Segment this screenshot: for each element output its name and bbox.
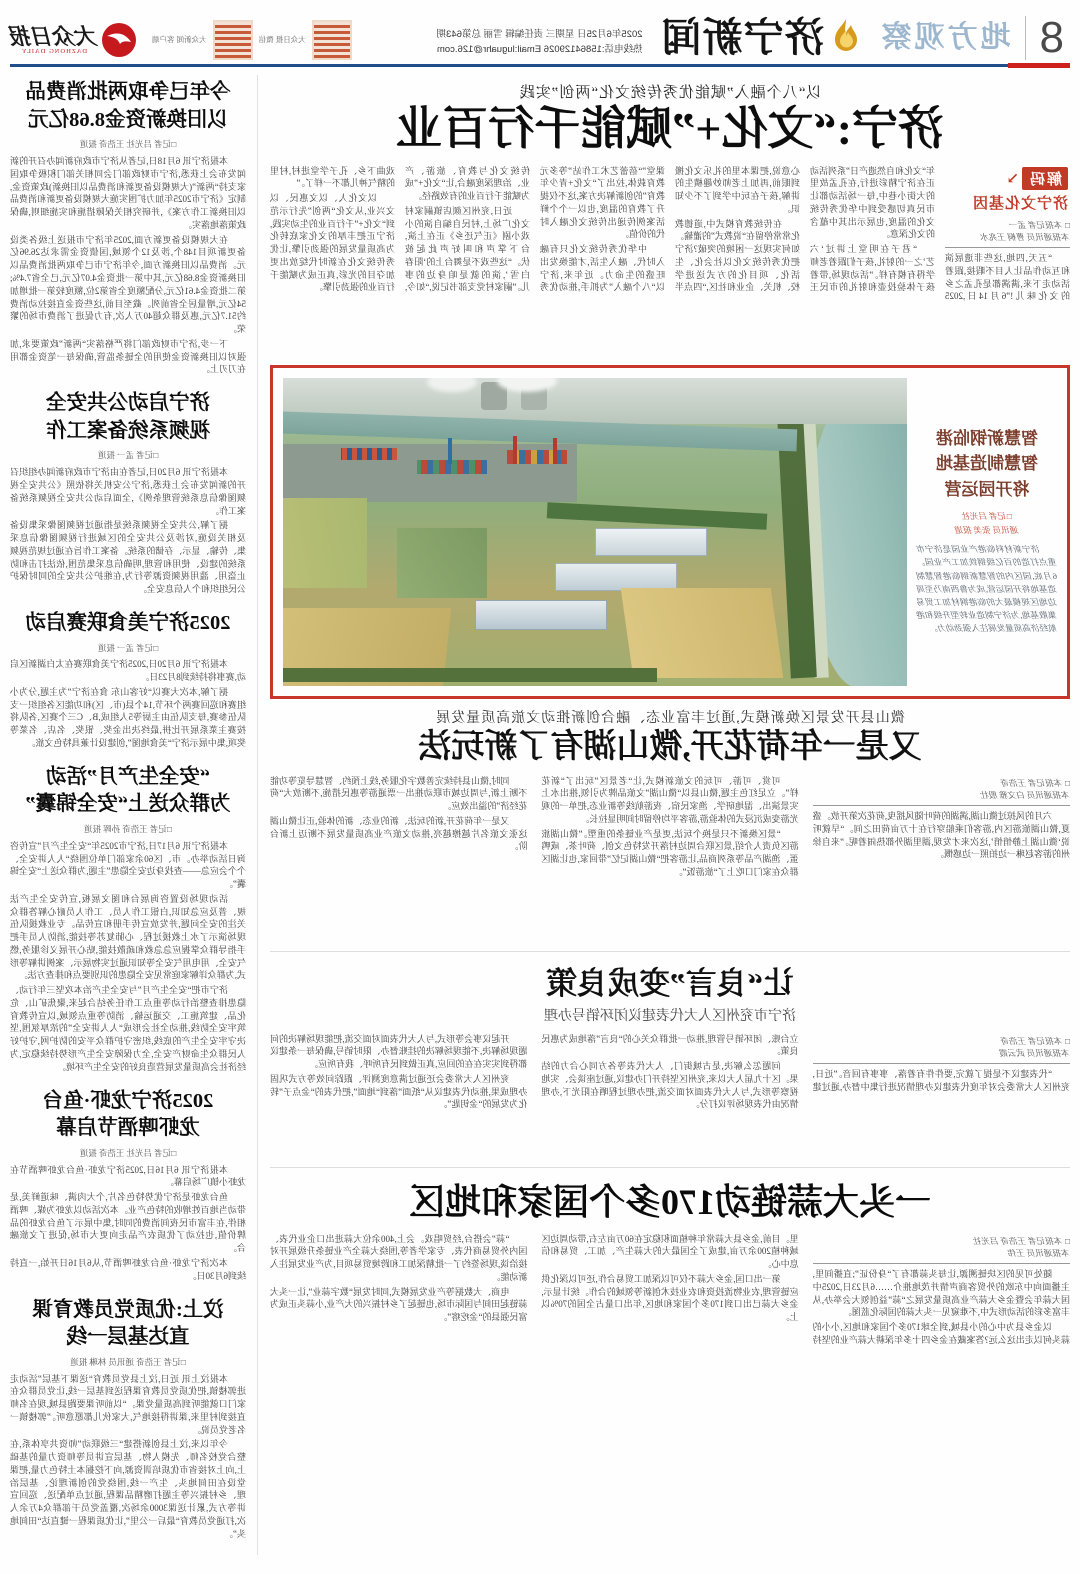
sidebar-paragraph: 本次济宁龙虾·鱼台龙虾啤酒节,从6月16日开始,一直持续到6月30日。 — [10, 1257, 246, 1281]
photo-containers — [417, 460, 487, 474]
date-line: 2025年6月25日 星期三 责任编辑 雪丽 总第643期 — [436, 28, 643, 40]
flame-logo-icon — [829, 18, 863, 58]
lotus-paragraph: 可赏、可游、可玩的文旅新模式,让“老景区”玩出了“新花样”。立足红色主题,微山县以“微山湖”文旅品牌为引领,推出水上实景演出、湿地研学、渔家民宿、夜游航线等新业态,把单一的观光游变成沉浸式的体验游,游客平均停留时间明显拉长。 — [541, 775, 799, 824]
sidebar-article-food-league — [10, 610, 246, 750]
sidebar-paragraph: 今年以来,汶上县创新搭建“三级联动”师资共享体系,在整合党校名师、先模人物、基层宣讲员等师资力量的基础上,向上对接省市优质培训资源,向下挖掘本土特色力量,把课堂设在田间地头、生产一线,围绕党的创新理论、基层治理、乡村振兴等主题打磨精品课程,通过点单配送、巡回宣讲等方式,累计送课3000余场次,覆盖党员干部群众4万余人次,打通党员教育“最后一公里”,让优质课程一键直达“田间地头”。 — [10, 1439, 246, 1539]
sidebar-paragraph: 本报济宁讯 6月20日,2025济宁美食联赛在太白湖新区启动,赛事将持续到8月23日。 — [10, 659, 246, 683]
paper-logo — [10, 23, 136, 57]
sidebar-paragraph: 鱼台龙虾是济宁优势特色名片,个大肉满、味道鲜美,是带动当地百姓增收的特色产业。本次活动以龙虾为媒、啤酒相伴,在丰富市民夜间消费的同时,集中展示了鱼台龙虾的品牌价值,也拉动了优质农产品走向更大市场,促进了文旅融合。 — [10, 1192, 246, 1254]
lotus-paragraph: 六月的风掠过微山湖,满湖的荷叶随风摇曳,荷花次第开放。盛夏,微山湖旅游区内,游客们乘船穿行在十万亩荷田之间。“早就听说‘微山湖上静悄悄’,这次来才发现,湖里湖外都热闹着呢。”来自徐州的游客赵琳一边拍照一边感慨。 — [812, 811, 1070, 860]
qr-label-wechat: 大众日报 微信 — [258, 35, 306, 45]
advice-subtitle: 济宁市兖州区人大代表建议闭环销号办理 — [544, 1008, 796, 1024]
page-header — [10, 8, 1070, 60]
garlic-body — [270, 1233, 1070, 1449]
lotus-kicker: 微山县开发景区焕新模式,通过丰富业态、融合创新推动文旅高质量发展 — [435, 710, 905, 726]
photo-crane — [448, 438, 452, 464]
contact-line: 热线电话:15864129026 Email:luguahr@126.com — [436, 43, 643, 55]
paper-logo-bird-icon — [102, 23, 136, 57]
header-rule — [10, 64, 1070, 67]
sidebar-paragraph: 下一步,济宁市财政部门将严格落实“两新”政策要求,加强对以旧换新资金使用的全链条监管,确保每一笔资金都用在刀刃上。 — [10, 338, 246, 375]
aerial-photo — [283, 378, 907, 686]
garlic-headline: 一头大蒜链动170多个国家和地区 — [409, 1181, 932, 1222]
garlic-paragraph: 随处可见的区块链溯源,让每头蒜都有了“身份证”;直播间里,主播面向中东欧的外贸客商声情并茂地推介……6月23日,2025中国大蒜年会暨金乡大蒜产业高质量发展之“蒜”益创领大会举办,从丰富多彩的活动形式中,不难窥见一头大蒜的国际化蓝图。 — [812, 1269, 1070, 1318]
lotus-paragraph: 同时,微山县持续完善数字化服务,线上预约、智慧导览等功能不断上新,与周边城市联动推出一票通游等惠民措施,不断放大“荷花经济”的溢出效应。 — [270, 775, 528, 812]
garlic-paragraph: “蒜”会搭台,经贸唱戏。会上,400余位大蒜进出口企业代表、国内外贸易商代表、专家学者等,围绕大蒜全产业链条升级展开对接洽谈,现场签约了一批精深加工和跨境贸易项目,为产业发展注入新动能。 — [270, 1233, 528, 1282]
decode-badge — [952, 167, 1068, 213]
photo-story-box — [270, 365, 1070, 699]
sidebar-paragraph: 在大规模设备更新方面,2025年济宁市报送上级各类设备更新项目148个,涉及12个领域,国债资金需求达26.96亿元。消费品以旧换新方面,今年济宁市已争取两批消费品以旧换新资金8.68亿元,其中第一批资金4.07亿元,已全省7.4%;第二批资金4.61亿元,分配额度全省第2位,额度较第一批增加54亿元,增量居全省前列。截至目前,这些资金直接拉动消费约51.7亿元,惠及群众超40万人次,有力促进了消费市场的繁荣。 — [10, 234, 246, 335]
garlic-paragraph: 电商、大数据等产业发展模式,同时发展“数字蒜业”,让一头大蒜链起田间与国际市场,也链起了乡村振兴的大产业,小蒜头正成为富民强县的“金疙瘩”。 — [270, 1286, 528, 1323]
garlic-paragraph: 以金乡县为中心的小县城,到全球170多个国家和地区,小小的蒜头何以走出这么远?答案藏在金乡四十多年深耕大蒜产业的坚持里。目前,金乡县大蒜常年种植面积稳定在60万亩左右,带动周边区域种植200余万亩,建成了全国最大的大蒜生产、加工、贸易和信息中心。 — [541, 1233, 1070, 1345]
sidebar-paragraph: 活动现场设置咨询展台和图文展板,宣传安全生产法规、普及应急知识,白银工作人员、工作人员耐心解答群众关注的安全问题,并发放宣传手册和宣传品。专业救援队伍现场演示了水上救援过程、心肺复苏等技能,消防人员手把手指导群众掌握应急急救和疏散技能,贴心开展义诊服务,燃气安全、用电用气安全等知识通过实物展示、案例讲解等形式,为群众详解家庭常见安全隐患的识别要点和排查方法。 — [10, 893, 246, 981]
paper-logo-name: 大众日报 — [10, 23, 99, 49]
sidebar-headline: 今年已争取两批消费品 以旧换新资金8.68亿元 — [25, 81, 231, 131]
photo-farmland — [621, 588, 784, 678]
badge-series-name: 济宁文化基因 — [971, 195, 1068, 212]
garlic-byline: □ 本报记者 王浩奇 吕光社 本报通讯员 王伟 — [813, 1235, 1070, 1265]
main-paragraph: “五天,四地,这些非遗展演和互动作品让人目不暇接,跟着活动走下来,满满都是孔孟之乡的文化味儿!”6月14日,2025年“文化和自然遗产日”系列活动正在济宁精彩进行,在孔孟故里的大街小巷中,每一场活动都让市民真切感受到中华优秀传统文化的温度,也展示出其中蕴含的文化深意。 — [810, 165, 1070, 302]
lotus-paragraph: “景区焕新不只是换个玩法,更是产业链条的重塑。”微山湖旅游区负责人介绍,景区联合周边村落开发特色文创、荷叶茶、咸鸭蛋、渔湖产品等系列商品,让游客把“微山湖记忆”带回家,也让湖区群众在家门口吃上了“旅游饭”。 — [541, 828, 799, 877]
main-paragraph: 以文化人、以文惠民、以文兴业,从文化“两创”先行示范到“文化+”千行百业的生动实践,济宁正把丰厚的文化家底转化为高质量发展的强劲引擎,让优秀传统文化在新时代绽放出更加夺目的光彩,真正成为赋能千行百业的强劲引擎。 — [270, 193, 395, 293]
qr-zone — [10, 20, 352, 60]
main-paragraph: 中华优秀传统文化只有融入时代、融入生活,才能焕发出旺盛的生命力。近年来,济宁以“八个融入”为抓手,推动优秀传统文化与教育、旅游、产业、治理深度融合,让“文化+”成为赋能千行百业的有效路径。 — [405, 165, 665, 293]
sidebar-article-video-registration — [10, 390, 246, 596]
advice-paragraph: 问题怎么解决,是古城街门、人大代表等各方同心合力的结果。区十九届人大以来,兖州区坚持开门办建议,通过座谈会、实地视察等形式,与人大代表面对面交流,把办理过程晒在阳光下,办理情况由代表现场评议打分。 — [541, 1061, 799, 1110]
sidebar-column — [10, 75, 258, 1555]
sidebar-article-party-education — [10, 1297, 246, 1541]
badge-tag: 解码 — [1022, 167, 1068, 190]
advice-headline: 让“良言”变成良策 — [546, 965, 794, 1001]
sidebar-paragraph: 据了解,本次大赛以“好客山东 食在济宁”为主题,分为小组赛和巡回赛两个环节,14个县(市、区)和功能区各组织一支队伍参赛,每支队伍由主厨等5人组成,B、C三个赛区,各队将按赛主菜系展开比拼,最终决出金奖、银奖、名店、名菜等奖项,集中展示济宁“美食地图”,创建设计兼具特色文旅。 — [10, 686, 246, 748]
sidebar-paragraph: 据了解,公共安全视频系统是指通过视频图像采集设备及相关设施,对涉及公共安全的区域进行视频图像信息采集、传输、显示、存储的系统。备案工作旨在通过规范视频系统的建设、使用和管理,明确信息采集范围,依法打击和防止盗用、滥用视频资源等行为,在维护公共安全的同时保护公民组织和个人信息安全。 — [10, 520, 246, 595]
paper-logo-sub: DAZHONG DAILY — [20, 47, 88, 55]
sidebar-headline: 2025济宁美食联赛启动 — [25, 611, 231, 634]
photo-farmland — [283, 498, 367, 588]
advice-paragraph: “代表建议不是提了就完,要件件有着落、事事有回音。”近日,兖州区人大常委会对年度代表建议办理情况进行集中督办,通过建立台账、闭环销号管理,推动一批群众关心的“良言”落地成为惠民良策。 — [541, 1033, 1070, 1092]
main-paragraph: 近日,兖州区颜店镇嗣家村文化广场上,村民自编自演的小戏小剧《正气还乡》正在上演,台下掌声和叫好声此起彼伏。“这些戏不是舞台上的‘阳春白雪’,演的就是咱身边的事儿。”嗣家村党支部书记说,“如今,戏曲下乡、孔子学堂进村,村里的精气神儿都不一样了。” — [270, 165, 530, 293]
sidebar-byline: □记者 孟一 报道 — [97, 642, 159, 653]
photo-tree-strip — [283, 668, 657, 682]
sidebar-byline: □记者 吕光社 王浩奇 报道 — [79, 139, 177, 150]
sidebar-headline: 济宁启动公共安全 视频系统备案工作 — [46, 392, 210, 442]
sidebar-paragraph: 本报济宁讯 6月16日,2025济宁龙虾·鱼台龙虾啤酒节在龙虾小镇广场启幕。 — [10, 1164, 246, 1188]
garlic-paragraph: 第一出口国,金乡大蒜不仅可以深加工贸易合作,还可以深化供应链管理,农业物流投资和农业技术创新等领域的合作。统计显示,金乡大蒜已出口到170多个国家和地区,年出口量占全国的70%以上。 — [541, 1273, 799, 1323]
lotus-byline: □ 本报记者 王浩奇 本报通讯员 白文雅 殷壮 — [813, 777, 1070, 807]
sidebar-headline: 汶上:优质党员教育课 直达基层一线 — [32, 1298, 224, 1349]
photo-crane — [553, 438, 557, 464]
sidebar-paragraph: 本报济宁讯 6月18日,记者从济宁市政府新闻办召开的新闻发布会上获悉,济宁市财政部门会同相关部门积极争取国家支持“两新”(大规模设备更新和消费品以旧换新)政策资金,制定《济宁市2025年加力扩围实施大规模设备更新和消费品以旧换新工作方案》,并研究相关保障措施和实施细则,确保政策落地落实。 — [10, 156, 246, 230]
qr-label-app: 大众新闻 客户端 — [152, 35, 207, 45]
page-number: 8 — [1025, 16, 1070, 60]
sidebar-paragraph: 本报济宁讯 6月17日,济宁市2025年“安全生产月”宣传咨询日活动举办。市、区60余家部门单位围绕“人人讲安全、个个会应急——查找身边安全隐患”主题,为群众送上“安全锦囊”。 — [10, 840, 246, 890]
sidebar-paragraph: 本报济宁讯 6月20日,记者在由济宁市政府新闻办组织召开的新闻发布会上获悉,济宁公安机关将依照《公共安全视频图像信息系统管理条例》,全面启动公共安全视频系统备案工作。 — [10, 467, 246, 516]
advice-byline: □ 本报记者 王浩奇 本报通讯员 武云霞 — [813, 1035, 1070, 1065]
main-headline: 济宁:“文化+”赋能千行百业 — [396, 103, 944, 154]
sidebar-byline: □记者 王浩奇 孙晖 报道 — [84, 823, 173, 834]
lotus-headline: 又是一年荷花开,微山湖有了新玩法 — [418, 728, 922, 765]
photo-title: 智慧新钢临港 智慧制造基地 将开园运营 — [936, 428, 1038, 499]
main-byline: □ 本报记者 孟一 本报通讯员 曹桐 王兆水 — [945, 219, 1070, 249]
advice-paragraph: 兖州区人大常委会还通过满意度测评、跟踪问效等方式巩固办理成果,推动代表建议从“纸面”落到“地面”,把代表的“金点子”转化为发展的“金钥匙”。 — [270, 1073, 528, 1110]
photo-tree-strip — [547, 502, 768, 529]
qr-code-wechat — [312, 20, 352, 60]
sidebar-byline: □记者 吕光社 王浩奇 报道 — [79, 1147, 177, 1158]
badge-arrow-icon: ↘ — [1006, 170, 1019, 187]
advice-body — [270, 1033, 1070, 1161]
main-column — [270, 75, 1070, 1555]
sidebar-headline: “安全生产月”活动 为群众送上“安全锦囊” — [25, 765, 231, 816]
sidebar-byline: □记者 王浩奇 通讯员 林琳 报道 — [70, 1356, 186, 1367]
sidebar-headline: 2025济宁龙虾·鱼台 龙虾啤酒节启幕 — [42, 1089, 214, 1140]
date-block — [437, 27, 643, 57]
section-name: 地方观察 — [878, 21, 1011, 54]
sidebar-paragraph: 本报汶上讯 近日,汶上县党员教育“送课下基层”活动走进郭楼镇,把优质党员教育课程送到基层一线,让党员群众在家门口就能听到高质量党课。“以前听课要跑县城,现在名师直接到村里来,课讲得接地气,大家伙儿都愿意听。”郭楼镇一名老党员说。 — [10, 1373, 246, 1435]
main-article-body — [270, 165, 1070, 361]
photo-caption-block — [917, 378, 1057, 686]
main-paragraph: 在传统教育模式中,道德教化常常停留在“说教式”的灌输。如何实现这一困境的突破?济宁把优秀传统文化以社会化、生活化、项目化的方式送进学校、机关、企业和社区,“四点半课堂”“蓓蕾艺术工作站”等多元教育载体,拉出了“文化+青少年教育”的创新解决方案,这不仅提升了教育的温度,也以一个个鲜活案例传递出传统文化融入时代的价值。 — [540, 165, 800, 293]
photo-green-field — [397, 528, 487, 598]
photo-warehouse — [475, 600, 607, 630]
sidebar-byline: □记者 孟一 报道 — [97, 450, 159, 461]
sidebar-article-tradein — [10, 79, 246, 376]
main-kicker: 以“八个融入”赋能优秀传统文化“两创”实践 — [518, 85, 822, 101]
photo-byline: □记者 吕光社 通讯员 张美 报道 — [955, 511, 1019, 535]
photo-caption-text: 济宁新材料临港产业园是济宁市重点打造的百亿级钢铁加工产业园。6月底,园区内的智慧新钢临港智慧制造基地将开园运营,成为鲁西南乃至周边地区规模最大的临港钢材加工贸易集散基地,为济宁制造业转型升级和港航经济高质量发展注入强劲动力。 — [917, 544, 1057, 634]
qr-code-app — [213, 20, 253, 60]
photo-containers — [341, 448, 397, 460]
sidebar-article-safety-month — [10, 764, 246, 1074]
advice-paragraph: 开起议事会等形式,与人大代表面对面交流,把能现场解决的问题现场解决,不能现场解决的挂账督办、限时销号,确保每一条建议都得到实实在在的回应,真正做到民有所呼、我有所应。 — [270, 1033, 528, 1070]
photo-crane — [513, 436, 517, 464]
lotus-paragraph: 又是一年荷花开,新的玩法、新的业态、新的体验,正让微山湖这张文旅名片越擦越亮,推动文旅产业高质量发展不断迈上新台阶。 — [270, 815, 528, 852]
section-divider — [270, 951, 1070, 952]
main-paragraph: “君子在明堂上讲过‘六艺’之一的射礼,孩子们跟着老师学得有模有样。”活动现场,带着孩子体验投壶和射礼的市民王心意说,把课本里的礼乐文化搬到眼前,再加上老师妙趣横生的讲解,孩子在玩中学到了不少知识。 — [675, 165, 935, 293]
header-rule-red-segment — [1008, 63, 1070, 68]
photo-warehouse — [555, 563, 677, 591]
lotus-body — [270, 775, 1070, 945]
masthead-title: 济宁新闻 — [660, 15, 825, 60]
section-divider — [270, 1167, 1070, 1168]
sidebar-article-crayfish-beer — [10, 1088, 246, 1283]
photo-warehouse — [595, 528, 707, 556]
sidebar-paragraph: 济宁市把“安全生产月”与安全生产治本攻坚三年行动、隐患排查整治行动等重点工作任务结合起来,聚焦矿山、危化品、建筑施工、交通运输、消防等重点领域,以宣传教育筑牢安全防线,推动全社会形成“人人讲安全”的浓厚氛围,坚决守牢安全生产的底线,织密守护群众平安的防护网,守护好人民群众生命财产安全,全力保障安全生产形势持续稳定,为经济社会高质量发展营造良好的安全生产环境。 — [10, 985, 246, 1072]
